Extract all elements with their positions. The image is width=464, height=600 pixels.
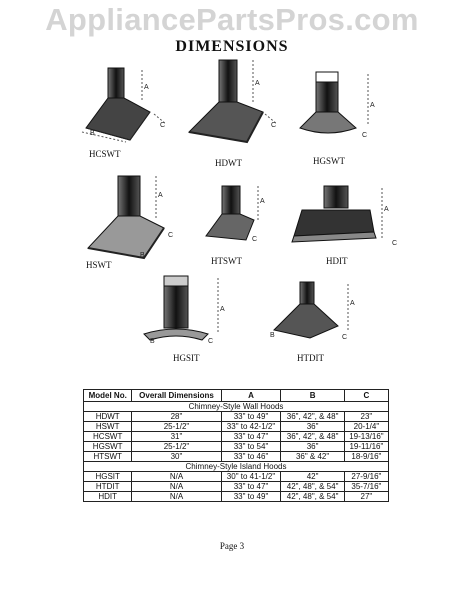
table-cell: 27" [344,492,388,502]
hood-illustration-hcswt [80,62,180,142]
table-row [84,432,389,442]
dim-c-label: C [342,334,348,341]
table-cell: HSWT [84,422,132,432]
table-row [84,452,389,462]
table-cell: 33" to 47" [221,482,281,492]
table-group-row [84,462,389,472]
hood-label-hdwt: HDWT [215,158,242,168]
table-cell: 19-13/16" [344,432,388,442]
table-cell: HTSWT [84,452,132,462]
table-cell: 33" to 49" [221,492,281,502]
hood-label-hswt: HSWT [86,260,112,270]
dim-a-label: A [144,84,149,91]
table-cell: 28" [132,412,221,422]
table-row [84,422,389,432]
hood-illustration-htdit [264,278,364,350]
table-cell: 19-11/16" [344,442,388,452]
table-cell: 36" [281,422,344,432]
hood-illustration-hgswt [294,66,384,146]
table-row [84,482,389,492]
table-cell: 36" [281,442,344,452]
table-cell: HGSWT [84,442,132,452]
group-heading-wall: Chimney-Style Wall Hoods [84,402,389,412]
column-header: Model No. [84,390,132,402]
hood-label-hgswt: HGSWT [313,156,345,166]
table-cell: 18-9/16" [344,452,388,462]
table-cell: HDWT [84,412,132,422]
table-cell: 33" to 46" [221,452,281,462]
table-cell: N/A [132,472,221,482]
table-cell: 25-1/2" [132,422,221,432]
hood-illustration-hgsit [136,272,236,352]
dim-c-label: C [252,236,258,243]
dim-b-label: B [90,130,95,137]
dim-c-label: C [362,132,368,139]
dim-c-label: C [208,338,214,345]
table-cell: 36", 42", & 48" [281,432,344,442]
table-cell: 20-1/4" [344,422,388,432]
table-cell: 42", 48", & 54" [281,482,344,492]
dim-b-label: B [150,338,155,345]
table-cell: 42", 48", & 54" [281,492,344,502]
dim-a-label: A [220,306,225,313]
table-row [84,442,389,452]
dim-a-label: A [158,192,163,199]
table-cell: N/A [132,482,221,492]
hood-label-hgsit: HGSIT [173,353,200,363]
hood-label-htdit: HTDIT [297,353,324,363]
hood-illustration-hdit [282,182,398,252]
table-cell: 23" [344,412,388,422]
watermark: AppliancePartsPros.com [45,2,419,37]
column-header: A [221,390,281,402]
dim-a-label: A [370,102,375,109]
dim-c-label: C [271,122,277,129]
table-cell: HTDIT [84,482,132,492]
table-cell: 36", 42", & 48" [281,412,344,422]
hood-label-hcswt: HCSWT [89,149,121,159]
table-cell: 33" to 49" [221,412,281,422]
table-row [84,412,389,422]
page-title: DIMENSIONS [175,38,289,55]
group-heading-island: Chimney-Style Island Hoods [84,462,389,472]
table-cell: N/A [132,492,221,502]
column-header: C [344,390,388,402]
hood-illustration-htswt [200,182,270,252]
dim-b-label: B [270,332,275,339]
table-cell: HCSWT [84,432,132,442]
dim-c-label: C [168,232,174,239]
dim-a-label: A [255,80,260,87]
dim-c-label: C [160,122,166,129]
dim-a-label: A [260,198,265,205]
table-cell: 33" to 54" [221,442,281,452]
table-cell: 30" to 41-1/2" [221,472,281,482]
table-cell: 36" & 42" [281,452,344,462]
dim-a-label: A [384,206,389,213]
table-cell: HGSIT [84,472,132,482]
table-row [84,492,389,502]
column-header: B [281,390,344,402]
table-header-row [84,390,389,402]
column-header: Overall Dimensions [132,390,221,402]
hood-label-htswt: HTSWT [211,256,242,266]
hood-illustration-hdwt [183,52,283,147]
page-number: Page 3 [219,541,245,551]
table-cell: 42" [281,472,344,482]
dim-a-label: A [350,300,355,307]
dim-b-label: B [140,252,145,259]
hood-label-hdit: HDIT [326,256,348,266]
table-cell: 31" [132,432,221,442]
table-group-row [84,402,389,412]
table-cell: 33" to 42-1/2" [221,422,281,432]
hood-illustration-hswt [84,172,184,262]
dim-c-label: C [392,240,398,247]
table-row [84,472,389,482]
table-cell: HDIT [84,492,132,502]
dimensions-table [83,389,389,502]
table-cell: 25-1/2" [132,442,221,452]
table-cell: 30" [132,452,221,462]
table-cell: 35-7/16" [344,482,388,492]
table-cell: 33" to 47" [221,432,281,442]
table-cell: 27-9/16" [344,472,388,482]
